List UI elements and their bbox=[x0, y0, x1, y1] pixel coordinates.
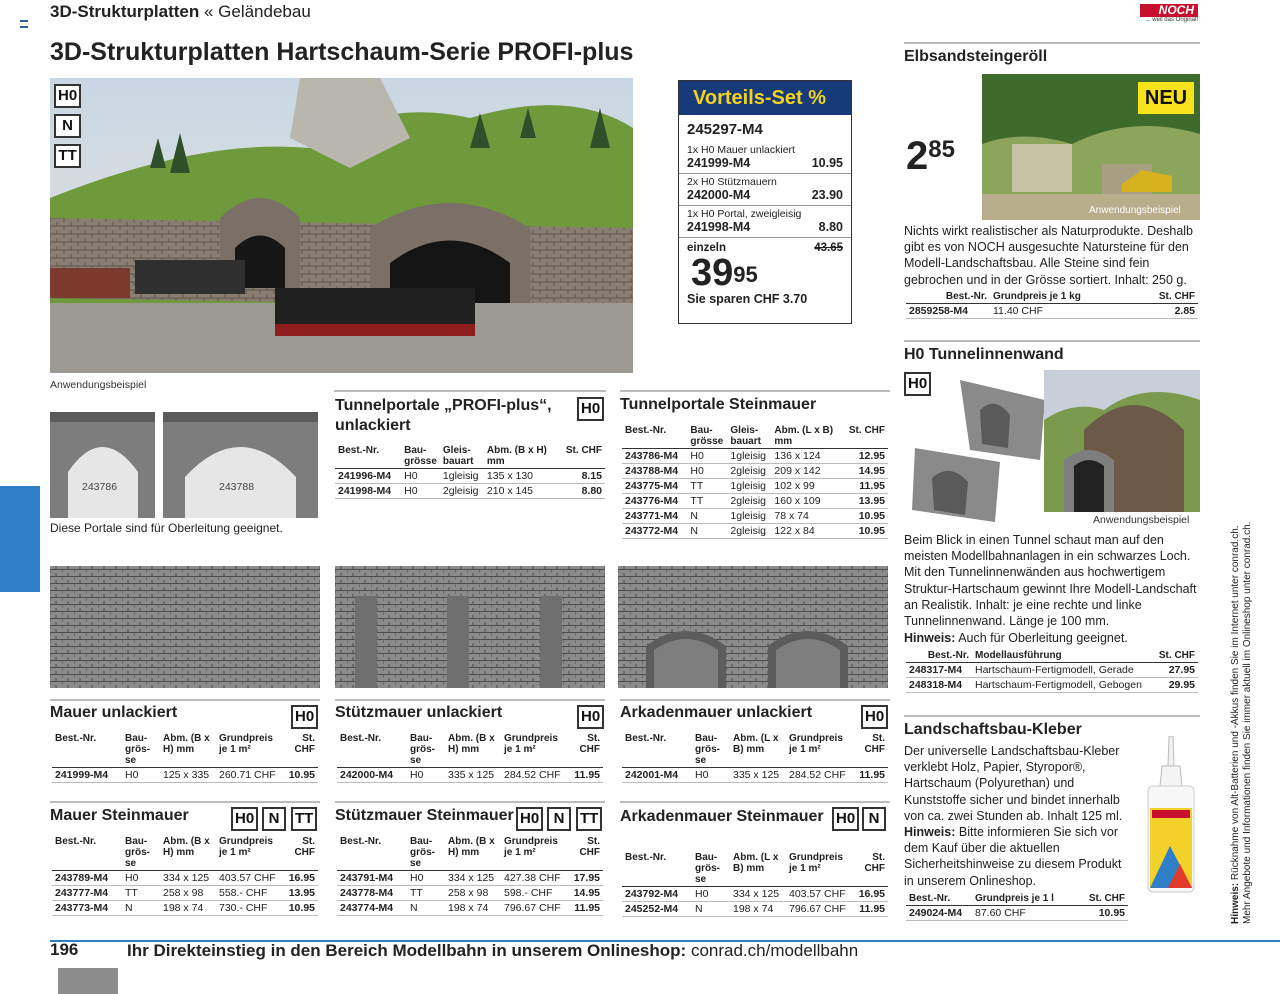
cell: 1gleisig bbox=[727, 509, 771, 524]
cell[interactable]: 243776-M4 bbox=[622, 494, 687, 509]
cell: 11.95 bbox=[850, 902, 888, 917]
col-header: St. CHF bbox=[850, 732, 888, 768]
elb-title: Elbsandsteingeröll bbox=[904, 48, 1048, 65]
tag-h0: H0 bbox=[861, 705, 888, 729]
cell: H0 bbox=[407, 768, 445, 783]
cell[interactable]: 243791-M4 bbox=[337, 871, 407, 886]
cell: 2gleisig bbox=[727, 464, 771, 479]
tag-n: N bbox=[862, 807, 886, 831]
kleber-hint bbox=[904, 824, 1126, 889]
cell: 10.95 bbox=[280, 768, 318, 783]
col-header: Best.-Nr. bbox=[906, 649, 972, 663]
stuetz-stein-table bbox=[337, 835, 603, 916]
hero-tags bbox=[54, 84, 81, 168]
cell[interactable]: 2859258-M4 bbox=[906, 304, 990, 319]
cell[interactable]: 245252-M4 bbox=[622, 902, 692, 917]
vorteils-set-box bbox=[678, 80, 852, 324]
col-header: Grundpreis je 1 kg bbox=[990, 290, 1134, 304]
col-header: Bau-grös-se bbox=[122, 835, 160, 871]
cell: 11.40 CHF bbox=[990, 304, 1134, 319]
tag-h0: H0 bbox=[577, 397, 604, 421]
cell: 29.95 bbox=[1154, 678, 1198, 693]
table-row bbox=[337, 871, 603, 886]
col-header: St. CHF bbox=[280, 835, 318, 871]
cell: 11.95 bbox=[565, 901, 603, 916]
cell: N bbox=[692, 902, 730, 917]
cell: H0 bbox=[122, 871, 160, 886]
cell: Hartschaum-Fertigmodell, Gerade bbox=[972, 663, 1154, 678]
col-header: St. CHF bbox=[1076, 892, 1128, 906]
cell: 14.95 bbox=[841, 464, 888, 479]
tag-h0: H0 bbox=[577, 705, 604, 729]
cell: 10.95 bbox=[280, 901, 318, 916]
table-row bbox=[52, 901, 318, 916]
col-header: Grundpreis je 1 m² bbox=[216, 835, 280, 871]
cell: 258 x 98 bbox=[160, 886, 216, 901]
portal-image-1 bbox=[50, 412, 155, 518]
col-header: Abm. (B x H) mm bbox=[160, 835, 216, 871]
cell: 11.95 bbox=[565, 768, 603, 783]
hint-label: Hinweis: bbox=[904, 631, 956, 645]
table-row bbox=[906, 304, 1198, 319]
col-header: St. CHF bbox=[565, 732, 603, 768]
portals-caption: Diese Portale sind für Oberleitung geeignet. bbox=[50, 521, 283, 535]
table-row bbox=[52, 886, 318, 901]
col-header: Best.-Nr. bbox=[906, 892, 972, 906]
cell: 8.80 bbox=[558, 484, 605, 499]
col-header: St. CHF bbox=[1154, 649, 1198, 663]
vorteils-code[interactable]: 245297-M4 bbox=[687, 121, 763, 138]
side-note-text: Rücknahme von Alt-Batterien und -Akkus finden Sie im Internet unter conrad.ch. bbox=[1230, 525, 1241, 881]
cell: H0 bbox=[687, 449, 727, 464]
cell[interactable]: 243789-M4 bbox=[52, 871, 122, 886]
col-header: Grundpreis je 1 m² bbox=[501, 835, 565, 871]
cell: N bbox=[687, 524, 727, 539]
hero-image bbox=[50, 78, 633, 373]
tunnelwand-text: Beim Blick in einen Tunnel schaut man auf den meisten Modellbahnanlagen in ein schwarzes Loch. Mit den Tunnelinnenwänden aus hochwertigem Struktur-Hartschaum gewinnt Ihre Modell-Landschaft an Realistik. Inhalt: je eine rechte und linke Tunnelinnenwand. Länge je 100 mm. bbox=[904, 533, 1197, 629]
tag-tt: TT bbox=[54, 144, 81, 168]
price-dec: 95 bbox=[733, 262, 758, 287]
cell: 1gleisig bbox=[440, 469, 484, 484]
cell: 10.95 bbox=[841, 524, 888, 539]
cell[interactable]: 242001-M4 bbox=[622, 768, 692, 783]
table-row bbox=[622, 887, 888, 902]
tunnel-stein-table bbox=[622, 424, 888, 539]
cell[interactable]: 243792-M4 bbox=[622, 887, 692, 902]
col-header: Bau-grösse bbox=[401, 444, 440, 469]
cell[interactable]: 243773-M4 bbox=[52, 901, 122, 916]
tunnel-profi-table bbox=[335, 444, 605, 499]
table-row bbox=[622, 479, 888, 494]
table-row bbox=[622, 464, 888, 479]
cell: H0 bbox=[407, 871, 445, 886]
cell[interactable]: 248317-M4 bbox=[906, 663, 972, 678]
table-row bbox=[337, 886, 603, 901]
breadcrumb-separator: « bbox=[199, 2, 219, 21]
col-header: Bau-grös-se bbox=[692, 732, 730, 768]
col-header: Grundpreis je 1 l bbox=[972, 892, 1076, 906]
item-code[interactable]: 241998-M4 bbox=[687, 220, 751, 234]
item-code[interactable]: 241999-M4 bbox=[687, 156, 751, 170]
cell: H0 bbox=[692, 887, 730, 902]
cell: 102 x 99 bbox=[771, 479, 841, 494]
table-row bbox=[622, 524, 888, 539]
vorteils-price bbox=[679, 254, 851, 292]
stuetz-stein-title: Stützmauer Steinmauer bbox=[335, 807, 514, 824]
table-row bbox=[335, 469, 605, 484]
col-header: Grundpreis je 1 m² bbox=[216, 732, 280, 768]
vorteils-item-desc: 1x H0 Portal, zweigleisig bbox=[687, 208, 802, 220]
cell: 1gleisig bbox=[727, 449, 771, 464]
cell: 8.15 bbox=[558, 469, 605, 484]
table-row bbox=[337, 768, 603, 783]
item-price: 10.95 bbox=[811, 156, 843, 170]
cell: 1gleisig bbox=[727, 479, 771, 494]
cell: TT bbox=[407, 886, 445, 901]
cell[interactable]: 243778-M4 bbox=[337, 886, 407, 901]
cell: 334 x 125 bbox=[730, 887, 786, 902]
cell: 284.52 CHF bbox=[786, 768, 850, 783]
cell: 198 x 74 bbox=[160, 901, 216, 916]
page-number: 196 bbox=[50, 940, 79, 959]
cell: 135 x 130 bbox=[484, 469, 558, 484]
col-header: Abm. (L x B) mm bbox=[771, 424, 841, 449]
arkaden-stein-table bbox=[622, 851, 888, 917]
cell: 27.95 bbox=[1154, 663, 1198, 678]
col-header: St. CHF bbox=[565, 835, 603, 871]
col-header: Abm. (L x B) mm bbox=[730, 732, 786, 768]
breadcrumb bbox=[50, 2, 311, 22]
new-badge: NEU bbox=[1138, 82, 1194, 114]
cell: 403.57 CHF bbox=[786, 887, 850, 902]
price-main: 39 bbox=[691, 252, 734, 294]
table-row bbox=[622, 494, 888, 509]
noch-logo bbox=[1140, 4, 1198, 26]
cell: 334 x 125 bbox=[160, 871, 216, 886]
cell: 2gleisig bbox=[727, 524, 771, 539]
cell[interactable]: 248318-M4 bbox=[906, 678, 972, 693]
col-header: Bau-grösse bbox=[687, 424, 727, 449]
cell: 13.95 bbox=[280, 886, 318, 901]
cell: 16.95 bbox=[280, 871, 318, 886]
cell: 87.60 CHF bbox=[972, 906, 1076, 921]
tunnelwand-table bbox=[906, 649, 1198, 693]
stuetz-unl-title: Stützmauer unlackiert bbox=[335, 704, 503, 721]
cell: 260.71 CHF bbox=[216, 768, 280, 783]
tag-h0: H0 bbox=[516, 807, 543, 831]
col-header: Best.-Nr. bbox=[52, 732, 122, 768]
cell: 12.95 bbox=[841, 449, 888, 464]
cell[interactable]: 243786-M4 bbox=[622, 449, 687, 464]
cell: 730.- CHF bbox=[216, 901, 280, 916]
col-header: Grundpreis je 1 m² bbox=[501, 732, 565, 768]
item-price: 8.80 bbox=[818, 220, 843, 234]
cell: 335 x 125 bbox=[445, 768, 501, 783]
col-header: Best.-Nr. bbox=[335, 444, 401, 469]
brand-slogan: ... weil das Original! bbox=[1145, 17, 1198, 23]
col-header: St. CHF bbox=[850, 851, 888, 887]
vorteils-save: Sie sparen CHF 3.70 bbox=[687, 292, 808, 306]
col-header: Abm. (B x H) mm bbox=[160, 732, 216, 768]
hint-label: Hinweis: bbox=[904, 825, 956, 839]
cell: 122 x 84 bbox=[771, 524, 841, 539]
cell: 209 x 142 bbox=[771, 464, 841, 479]
cell: TT bbox=[687, 494, 727, 509]
cell: 334 x 125 bbox=[445, 871, 501, 886]
side-note-line1 bbox=[1230, 484, 1242, 924]
col-header: Bau-grös-se bbox=[122, 732, 160, 768]
vorteils-title: Vorteils-Set % bbox=[679, 81, 851, 115]
col-header: Best.-Nr. bbox=[52, 835, 122, 871]
tag-tt: TT bbox=[576, 807, 602, 831]
tag-h0: H0 bbox=[904, 372, 931, 396]
col-header: Modellausführung bbox=[972, 649, 1154, 663]
cell: 14.95 bbox=[565, 886, 603, 901]
item-code[interactable]: 242000-M4 bbox=[687, 188, 751, 202]
tunnelwand-caption: Anwendungsbeispiel bbox=[1093, 514, 1190, 526]
cell: N bbox=[407, 901, 445, 916]
table-row bbox=[906, 678, 1198, 693]
tag-h0: H0 bbox=[291, 705, 318, 729]
col-header: Best.-Nr. bbox=[622, 424, 687, 449]
kleber-title: Landschaftsbau-Kleber bbox=[904, 721, 1082, 738]
elb-text: Nichts wirkt realistischer als Naturprodukte. Deshalb gibt es von NOCH ausgesuchte Natursteine für den Modell-Landschaftsbau. Alle Steine sind fein gebrochen und in der Grösse sortiert. Inhalt: 250 g. bbox=[904, 224, 1193, 287]
cell: 258 x 98 bbox=[445, 886, 501, 901]
cell: 796.67 CHF bbox=[501, 901, 565, 916]
cell: TT bbox=[687, 479, 727, 494]
cell: 136 x 124 bbox=[771, 449, 841, 464]
cell: Hartschaum-Fertigmodell, Gebogen bbox=[972, 678, 1154, 693]
col-header: St. CHF bbox=[558, 444, 605, 469]
stuetzmauer-image bbox=[335, 566, 605, 688]
breadcrumb-subsection[interactable]: Geländebau bbox=[218, 2, 311, 21]
cell: 11.95 bbox=[841, 479, 888, 494]
footer-label: Ihr Direkteinstieg in den Bereich Modellbahn in unserem Onlineshop: bbox=[127, 941, 687, 960]
tag-n: N bbox=[262, 807, 286, 831]
cell[interactable]: 243771-M4 bbox=[622, 509, 687, 524]
col-header: Gleis-bauart bbox=[440, 444, 484, 469]
table-row bbox=[906, 663, 1198, 678]
hint-text: Bitte informieren Sie sich vor dem Kauf über die aktuellen Sicherheitshinweise zu diesem Produkt in unserem Onlineshop. bbox=[904, 825, 1122, 888]
arkaden-unl-table bbox=[622, 732, 888, 783]
cell: 335 x 125 bbox=[730, 768, 786, 783]
single-label: einzeln bbox=[687, 242, 726, 254]
cell: 403.57 CHF bbox=[216, 871, 280, 886]
table-row bbox=[622, 449, 888, 464]
footer-text bbox=[127, 941, 858, 961]
elb-price bbox=[906, 134, 955, 179]
col-header: St. CHF bbox=[280, 732, 318, 768]
vorteils-item-desc: 1x H0 Mauer unlackiert bbox=[687, 144, 795, 156]
tunnel-profi-title: Tunnelportale „PROFI-plus“, unlackiert bbox=[335, 397, 552, 434]
table-row bbox=[335, 484, 605, 499]
cell: 284.52 CHF bbox=[501, 768, 565, 783]
col-header: Best.-Nr. bbox=[337, 732, 407, 768]
section-tab bbox=[0, 486, 40, 592]
tunnelwand-image bbox=[1044, 370, 1200, 512]
portal-label-1: 243786 bbox=[82, 481, 118, 493]
tag-n: N bbox=[54, 114, 81, 138]
mauer-stein-title: Mauer Steinmauer bbox=[50, 807, 189, 824]
tag-h0: H0 bbox=[832, 807, 859, 831]
menu-lines-icon bbox=[20, 20, 28, 28]
table-row bbox=[622, 768, 888, 783]
vorteils-item-desc: 2x H0 Stützmauern bbox=[687, 176, 777, 188]
col-header: Bau-grös-se bbox=[692, 851, 730, 887]
table-row bbox=[52, 871, 318, 886]
col-header: Best.-Nr. bbox=[906, 290, 990, 304]
cell: 198 x 74 bbox=[730, 902, 786, 917]
cell: 558.- CHF bbox=[216, 886, 280, 901]
kleber-text: Der universelle Landschaftsbau-Kleber verklebt Holz, Papier, Styropor®, Hartschaum (Polyurethan) und Kunststoffe sicher und bindet innerhalb von ca. zwei Stunden ab. Inhalt 125 ml. bbox=[904, 744, 1123, 823]
cell[interactable]: 241996-M4 bbox=[335, 469, 401, 484]
tunnelwand-title: H0 Tunnelinnenwand bbox=[904, 346, 1064, 363]
table-row bbox=[52, 768, 318, 783]
page-title: 3D-Strukturplatten Hartschaum-Serie PROFI-plus bbox=[50, 38, 634, 66]
col-header: Abm. (B x H) mm bbox=[484, 444, 558, 469]
hint-text: Auch für Oberleitung geeignet. bbox=[958, 631, 1128, 645]
col-header: St. CHF bbox=[1134, 290, 1198, 304]
cell: 16.95 bbox=[850, 887, 888, 902]
side-note-label: Hinweis: bbox=[1230, 882, 1241, 924]
brand-name: NOCH bbox=[1140, 4, 1198, 17]
col-header: Abm. (B x H) mm bbox=[445, 835, 501, 871]
col-header: Bau-grös-se bbox=[407, 732, 445, 768]
col-header: Grundpreis je 1 m² bbox=[786, 851, 850, 887]
stuetz-unl-table bbox=[337, 732, 603, 783]
table-row bbox=[622, 509, 888, 524]
cell: 198 x 74 bbox=[445, 901, 501, 916]
col-header: Grundpreis je 1 m² bbox=[786, 732, 850, 768]
table-row bbox=[906, 906, 1128, 921]
cell: H0 bbox=[687, 464, 727, 479]
cell: N bbox=[687, 509, 727, 524]
vorteils-item-row bbox=[679, 188, 851, 206]
footer-link[interactable]: conrad.ch/modellbahn bbox=[690, 941, 859, 960]
cell: 125 x 335 bbox=[160, 768, 216, 783]
cell[interactable]: 243788-M4 bbox=[622, 464, 687, 479]
cell: 2gleisig bbox=[727, 494, 771, 509]
cell[interactable]: 243777-M4 bbox=[52, 886, 122, 901]
cell[interactable]: 243775-M4 bbox=[622, 479, 687, 494]
vorteils-item-row bbox=[679, 220, 851, 238]
tag-n: N bbox=[547, 807, 571, 831]
cell: H0 bbox=[401, 484, 440, 499]
col-header: Best.-Nr. bbox=[337, 835, 407, 871]
cell: H0 bbox=[401, 469, 440, 484]
mauer-image bbox=[50, 566, 320, 688]
col-header: Gleis-bauart bbox=[727, 424, 771, 449]
cell: 210 x 145 bbox=[484, 484, 558, 499]
col-header: Abm. (B x H) mm bbox=[445, 732, 501, 768]
cell: H0 bbox=[122, 768, 160, 783]
cell[interactable]: 241998-M4 bbox=[335, 484, 401, 499]
cell[interactable]: 242000-M4 bbox=[337, 768, 407, 783]
tag-h0: H0 bbox=[54, 84, 81, 108]
cell: 13.95 bbox=[841, 494, 888, 509]
cell: N bbox=[122, 901, 160, 916]
portal-image-2 bbox=[163, 412, 318, 518]
cell: 427.38 CHF bbox=[501, 871, 565, 886]
side-note bbox=[1230, 484, 1254, 924]
elb-caption: Anwendungsbeispiel bbox=[1089, 205, 1181, 216]
cell: 160 x 109 bbox=[771, 494, 841, 509]
table-row bbox=[337, 901, 603, 916]
tunnelwand-product-image bbox=[910, 370, 1050, 530]
cell: 78 x 74 bbox=[771, 509, 841, 524]
mauer-unl-table bbox=[52, 732, 318, 783]
cell[interactable]: 249024-M4 bbox=[906, 906, 972, 921]
cell: 2gleisig bbox=[440, 484, 484, 499]
tag-h0: H0 bbox=[231, 807, 258, 831]
arkaden-stein-title: Arkadenmauer Steinmauer bbox=[620, 808, 824, 825]
tunnelwand-hint bbox=[904, 630, 1200, 646]
cell: 11.95 bbox=[850, 768, 888, 783]
page-tab bbox=[58, 968, 118, 994]
kleber-bottle-image bbox=[1140, 736, 1202, 894]
cell[interactable]: 241999-M4 bbox=[52, 768, 122, 783]
cell: 2.85 bbox=[1134, 304, 1198, 319]
tunnel-stein-title: Tunnelportale Steinmauer bbox=[620, 396, 817, 413]
col-header: Best.-Nr. bbox=[622, 732, 692, 768]
side-note-line2: Mehr Angebote und Informationen finden Sie immer aktuell im Onlineshop unter conrad.ch. bbox=[1242, 521, 1253, 924]
col-header: Abm. (L x B) mm bbox=[730, 851, 786, 887]
vorteils-item-row bbox=[679, 156, 851, 174]
price-dec: 85 bbox=[928, 136, 955, 163]
single-price: 43.65 bbox=[814, 242, 843, 254]
col-header: St. CHF bbox=[841, 424, 888, 449]
cell[interactable]: 243772-M4 bbox=[622, 524, 687, 539]
hero-caption: Anwendungsbeispiel bbox=[50, 379, 147, 391]
cell: 17.95 bbox=[565, 871, 603, 886]
col-header: Bau-grös-se bbox=[407, 835, 445, 871]
cell: 598.- CHF bbox=[501, 886, 565, 901]
cell: TT bbox=[122, 886, 160, 901]
arkadenmauer-image bbox=[618, 566, 888, 688]
mauer-stein-table bbox=[52, 835, 318, 916]
mauer-unl-title: Mauer unlackiert bbox=[50, 704, 178, 721]
cell: 10.95 bbox=[841, 509, 888, 524]
col-header: Best.-Nr. bbox=[622, 851, 692, 887]
cell: H0 bbox=[692, 768, 730, 783]
item-price: 23.90 bbox=[811, 188, 843, 202]
tag-tt: TT bbox=[291, 807, 317, 831]
cell: 10.95 bbox=[1076, 906, 1128, 921]
cell: 796.67 CHF bbox=[786, 902, 850, 917]
price-main: 2 bbox=[906, 134, 929, 178]
elb-table bbox=[906, 290, 1198, 319]
arkaden-unl-title: Arkadenmauer unlackiert bbox=[620, 704, 813, 721]
breadcrumb-section[interactable]: 3D-Strukturplatten bbox=[50, 2, 200, 21]
portal-label-2: 243788 bbox=[219, 481, 255, 493]
kleber-table bbox=[906, 892, 1128, 921]
table-row bbox=[622, 902, 888, 917]
cell[interactable]: 243774-M4 bbox=[337, 901, 407, 916]
